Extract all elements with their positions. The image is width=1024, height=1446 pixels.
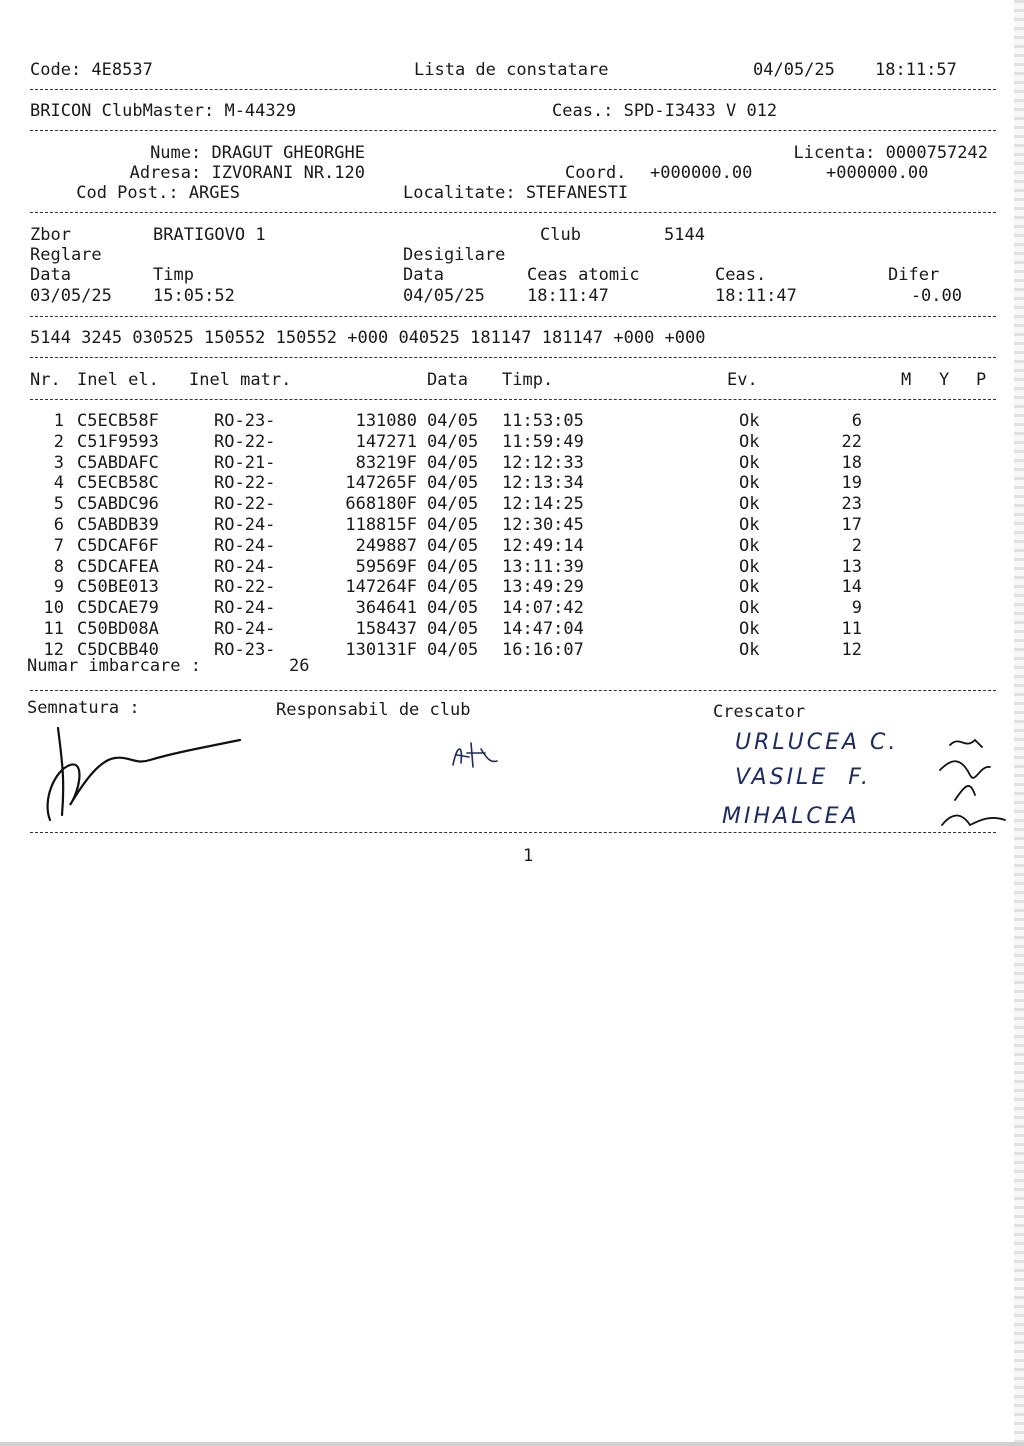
row-ev: Ok <box>739 619 760 639</box>
row-position: 12 <box>841 639 862 660</box>
clock-label: Ceas.: SPD-I3433 V 012 <box>552 101 778 121</box>
row-nr: 7 <box>53 535 64 556</box>
row-position: 13 <box>841 556 862 577</box>
row-date: 04/05 <box>427 619 479 639</box>
row-ev: Ok <box>739 411 760 431</box>
row-date: 04/05 <box>427 577 479 598</box>
reglare-timp-header: Timp <box>153 265 194 285</box>
row-date: 04/05 <box>427 473 479 494</box>
row-date: 04/05 <box>427 411 479 431</box>
row-inel-matr: 147271 <box>355 431 417 452</box>
row-time: 13:11:39 <box>502 556 584 577</box>
row-inel-el: C5DCAE79 <box>77 598 159 619</box>
row-date: 04/05 <box>427 535 479 556</box>
row-inel-matr: 118815F <box>345 515 417 535</box>
club-label: Club <box>540 225 581 245</box>
row-inel-prefix: RO-24- <box>214 535 276 556</box>
scan-edge <box>1014 0 1024 1446</box>
col-y: Y <box>939 370 950 390</box>
row-time: 12:49:14 <box>502 535 584 556</box>
breeder-initials-signatures <box>920 725 1015 840</box>
code-label: Code: 4E8537 <box>30 60 153 80</box>
divider <box>30 316 996 317</box>
row-ev: Ok <box>739 494 760 515</box>
divider <box>30 690 996 691</box>
row-inel-el: C5ABDAFC <box>77 452 159 473</box>
header-time: 18:11:57 <box>875 60 957 80</box>
row-date: 04/05 <box>427 639 479 660</box>
row-inel-el: C50BD08A <box>77 619 159 639</box>
divider <box>30 89 996 90</box>
club-responsible-label: Responsabil de club <box>276 700 471 720</box>
row-nr: 10 <box>43 598 64 619</box>
divider <box>30 832 996 833</box>
col-timp: Timp. <box>502 370 554 390</box>
atomic-clock-header: Ceas atomic <box>527 265 640 285</box>
row-ev: Ok <box>739 535 760 556</box>
clock-time: 18:11:47 <box>715 286 797 306</box>
row-inel-el: C5ECB58F <box>77 411 159 431</box>
row-time: 12:30:45 <box>502 515 584 535</box>
code-line: 5144 3245 030525 150552 150552 +000 040525 181147 181147 +000 +000 <box>30 328 706 348</box>
zbor-value: BRATIGOVO 1 <box>153 225 266 245</box>
breeder-handwritten-3: MIHALCEA <box>722 804 860 829</box>
row-time: 12:14:25 <box>502 494 584 515</box>
row-inel-prefix: RO-22- <box>214 431 276 452</box>
col-ev: Ev. <box>727 370 758 390</box>
row-inel-matr: 158437 <box>355 619 417 639</box>
row-date: 04/05 <box>427 598 479 619</box>
row-nr: 12 <box>43 639 64 660</box>
reglare-time: 15:05:52 <box>153 286 235 306</box>
row-position: 23 <box>841 494 862 515</box>
col-p: P <box>976 370 987 390</box>
row-inel-prefix: RO-22- <box>214 473 276 494</box>
breeder-handwritten-2: VASILE F. <box>735 765 872 790</box>
atomic-clock-time: 18:11:47 <box>527 286 609 306</box>
row-position: 22 <box>841 431 862 452</box>
row-nr: 9 <box>53 577 64 598</box>
difference-value: -0.00 <box>910 286 962 306</box>
row-inel-prefix: RO-24- <box>214 598 276 619</box>
club-responsible-signature <box>445 735 505 775</box>
row-time: 14:47:04 <box>502 619 584 639</box>
desigilare-data-header: Data <box>403 265 444 285</box>
row-inel-prefix: RO-24- <box>214 556 276 577</box>
imbarcare-label: Numar imbarcare : <box>27 656 201 676</box>
row-position: 9 <box>851 598 862 619</box>
col-data: Data <box>427 370 468 390</box>
row-ev: Ok <box>739 598 760 619</box>
row-ev: Ok <box>739 577 760 598</box>
scan-bottom-edge <box>0 1442 1024 1446</box>
row-nr: 11 <box>43 619 64 639</box>
row-inel-prefix: RO-23- <box>214 639 276 660</box>
owner-postcode: Cod Post.: ARGES <box>76 183 240 203</box>
signature-scribble <box>40 720 260 830</box>
divider <box>30 212 996 213</box>
row-ev: Ok <box>739 556 760 577</box>
row-position: 11 <box>841 619 862 639</box>
desigilare-date: 04/05/25 <box>403 286 485 306</box>
owner-address: Adresa: IZVORANI NR.120 <box>129 163 365 183</box>
row-nr: 8 <box>53 556 64 577</box>
row-date: 04/05 <box>427 494 479 515</box>
row-time: 11:53:05 <box>502 411 584 431</box>
row-position: 14 <box>841 577 862 598</box>
row-time: 12:13:34 <box>502 473 584 494</box>
coord-lat: +000000.00 <box>650 163 753 183</box>
reglare-label: Reglare <box>30 245 102 265</box>
row-date: 04/05 <box>427 515 479 535</box>
row-date: 04/05 <box>427 452 479 473</box>
row-nr: 5 <box>53 494 64 515</box>
row-nr: 1 <box>53 411 64 431</box>
row-inel-prefix: RO-24- <box>214 515 276 535</box>
row-inel-el: C5DCAF6F <box>77 535 159 556</box>
header-date: 04/05/25 <box>753 60 835 80</box>
page-number: 1 <box>523 846 534 866</box>
divider <box>30 130 996 131</box>
breeder-handwritten-1: URLUCEA C. <box>735 730 899 755</box>
row-inel-matr: 83219F <box>355 452 417 473</box>
row-inel-el: C5ECB58C <box>77 473 159 494</box>
club-value: 5144 <box>664 225 705 245</box>
document-title: Lista de constatare <box>414 60 609 80</box>
row-inel-matr: 147265F <box>345 473 417 494</box>
row-inel-prefix: RO-22- <box>214 494 276 515</box>
row-date: 04/05 <box>427 431 479 452</box>
row-inel-prefix: RO-23- <box>214 411 276 431</box>
signature-label: Semnatura : <box>27 698 140 718</box>
row-inel-matr: 59569F <box>355 556 417 577</box>
divider <box>30 399 996 400</box>
row-inel-el: C51F9593 <box>77 431 159 452</box>
row-nr: 4 <box>53 473 64 494</box>
row-ev: Ok <box>739 515 760 535</box>
row-time: 12:12:33 <box>502 452 584 473</box>
clubmaster-label: BRICON ClubMaster: M-44329 <box>30 101 297 121</box>
row-inel-matr: 131080 <box>355 411 417 431</box>
row-position: 2 <box>851 535 862 556</box>
row-inel-el: C5ABDB39 <box>77 515 159 535</box>
row-position: 17 <box>841 515 862 535</box>
divider <box>30 357 996 358</box>
row-time: 13:49:29 <box>502 577 584 598</box>
row-inel-prefix: RO-22- <box>214 577 276 598</box>
row-inel-matr: 249887 <box>355 535 417 556</box>
col-inel-matr: Inel matr. <box>189 370 292 390</box>
zbor-label: Zbor <box>30 225 71 245</box>
reglare-date: 03/05/25 <box>30 286 112 306</box>
row-inel-el: C5ABDC96 <box>77 494 159 515</box>
row-ev: Ok <box>739 452 760 473</box>
row-inel-matr: 130131F <box>345 639 417 660</box>
row-inel-matr: 147264F <box>345 577 417 598</box>
coord-label: Coord. <box>565 163 627 183</box>
row-position: 19 <box>841 473 862 494</box>
difference-header: Difer <box>888 265 940 285</box>
col-nr: Nr. <box>30 370 61 390</box>
reglare-data-header: Data <box>30 265 71 285</box>
col-m: M <box>901 370 912 390</box>
row-inel-matr: 668180F <box>345 494 417 515</box>
row-inel-prefix: RO-24- <box>214 619 276 639</box>
row-time: 11:59:49 <box>502 431 584 452</box>
breeder-label: Crescator <box>713 702 806 722</box>
row-position: 6 <box>851 411 862 431</box>
locality: Localitate: STEFANESTI <box>403 183 629 203</box>
col-inel-el: Inel el. <box>77 370 159 390</box>
row-nr: 3 <box>53 452 64 473</box>
desigilare-label: Desigilare <box>403 245 506 265</box>
row-inel-el: C50BE013 <box>77 577 159 598</box>
row-nr: 2 <box>53 431 64 452</box>
row-inel-el: C5DCBB40 <box>77 639 159 660</box>
row-ev: Ok <box>739 431 760 452</box>
row-inel-prefix: RO-21- <box>214 452 276 473</box>
row-date: 04/05 <box>427 556 479 577</box>
row-position: 18 <box>841 452 862 473</box>
imbarcare-value: 26 <box>289 656 310 676</box>
row-inel-el: C5DCAFEA <box>77 556 159 577</box>
coord-lon: +000000.00 <box>826 163 929 183</box>
row-ev: Ok <box>739 473 760 494</box>
clock-header: Ceas. <box>715 265 767 285</box>
row-ev: Ok <box>739 639 760 660</box>
owner-name: Nume: DRAGUT GHEORGHE <box>150 143 365 163</box>
row-time: 14:07:42 <box>502 598 584 619</box>
row-nr: 6 <box>53 515 64 535</box>
row-inel-matr: 364641 <box>355 598 417 619</box>
license-number: Licenta: 0000757242 <box>793 143 988 163</box>
row-time: 16:16:07 <box>502 639 584 660</box>
